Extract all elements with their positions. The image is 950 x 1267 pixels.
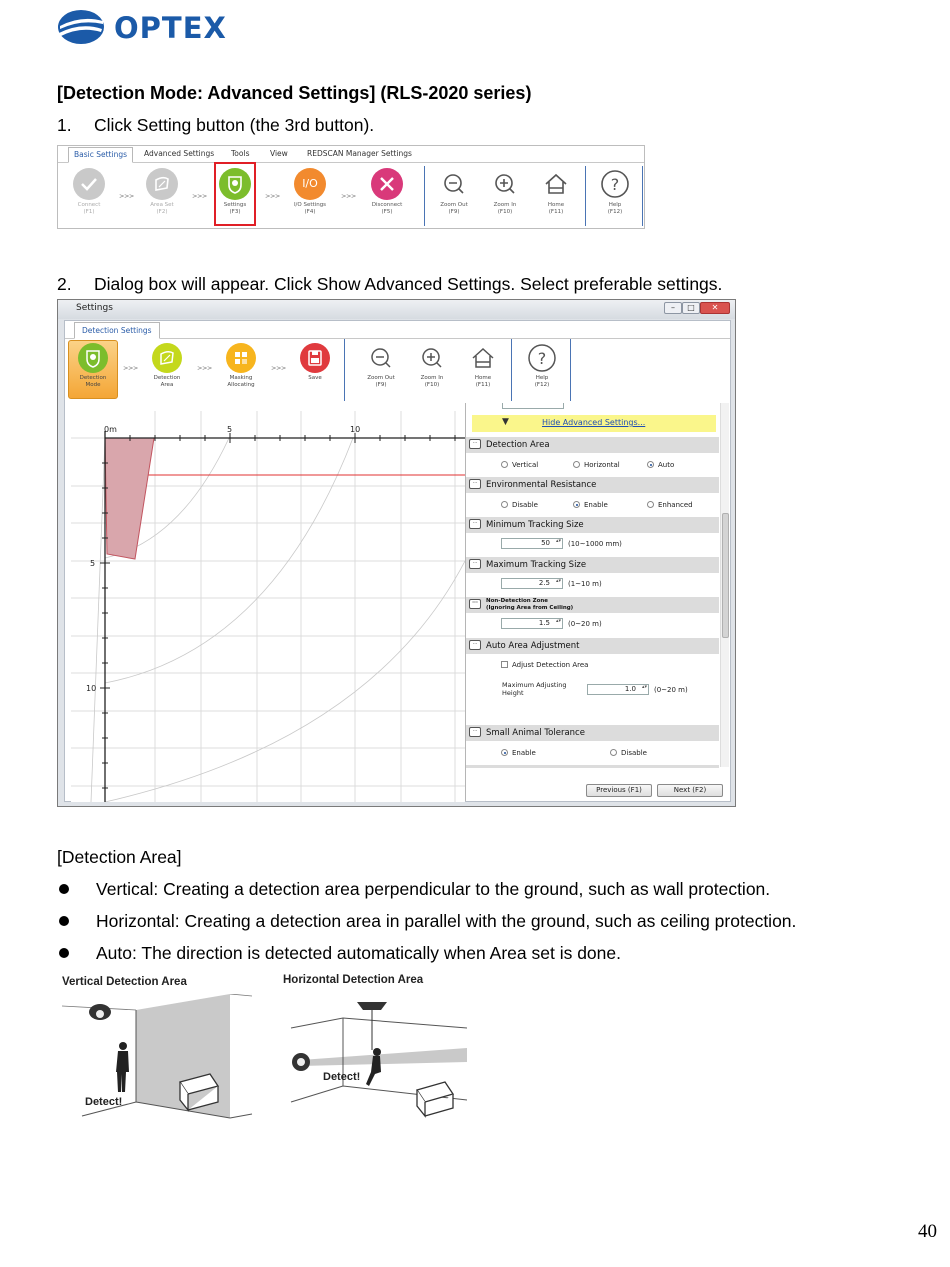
camera-icon <box>89 1004 111 1020</box>
dialog-home-button[interactable] <box>458 343 508 389</box>
step-1-text: Click Setting button (the 3rd button). <box>94 115 375 135</box>
home-icon <box>540 168 572 200</box>
person-figure <box>116 1042 129 1092</box>
step-2-text: Dialog box will appear. Click Show Advanced Settings. Select preferable settings. <box>94 274 723 294</box>
speech-bubble-icon: ··· <box>469 439 481 449</box>
non-detection-subtitle: (Ignoring Area from Ceiling) <box>486 604 574 611</box>
scrollbar-thumb[interactable] <box>722 513 729 638</box>
toolbar-separator <box>585 166 586 226</box>
y-tick-5: 5 <box>90 559 96 568</box>
collapse-arrow-icon: ▼ <box>502 417 509 427</box>
radio-horizontal-label: Horizontal <box>584 461 620 469</box>
radio-disable-label: Disable <box>512 501 538 509</box>
non-detection-range: (0~20 m) <box>568 620 602 628</box>
detection-mode-button[interactable] <box>68 343 118 389</box>
x-tick-5: 5 <box>227 425 233 434</box>
detection-area-title: [Detection Area] <box>57 847 182 867</box>
non-detection-title: Non-Detection Zone <box>486 598 549 604</box>
adjust-detection-area-label: Adjust Detection Area <box>512 661 589 669</box>
vertical-illustration-title: Vertical Detection Area <box>62 976 187 988</box>
disconnect-button[interactable] <box>362 168 412 216</box>
tab-basic-settings[interactable]: Basic Settings <box>68 147 133 163</box>
radio-animal-disable-label: Disable <box>621 749 647 757</box>
radio-disable[interactable] <box>501 501 538 509</box>
max-tracking-range: (1~10 m) <box>568 580 602 588</box>
radio-animal-enable-label: Enable <box>512 749 536 757</box>
radio-animal-enable[interactable] <box>501 749 536 757</box>
radio-enable[interactable] <box>573 501 608 509</box>
logo-text: OPTEX <box>114 11 227 45</box>
toolbar-separator <box>642 166 643 226</box>
step-arrow: >>> <box>197 364 212 372</box>
vertical-detection-illustration <box>62 976 187 1108</box>
zoom-in-button[interactable] <box>480 168 530 216</box>
save-button[interactable] <box>290 343 340 382</box>
radio-auto-label: Auto <box>658 461 675 469</box>
speech-bubble-icon: ··· <box>469 519 481 529</box>
min-tracking-input[interactable]: 50 ▴▾ <box>501 538 563 549</box>
io-settings-label: I/O Settings (F4) <box>293 202 327 215</box>
treasure-chest-icon <box>417 1082 453 1116</box>
disconnect-icon <box>371 168 403 200</box>
settings-dialog <box>57 299 736 807</box>
radio-enable-label: Enable <box>584 501 608 509</box>
max-adjusting-height-label <box>502 681 566 697</box>
zoom-in-icon <box>417 343 447 373</box>
step-arrow: >>> <box>265 192 280 200</box>
area-set-icon <box>146 168 178 200</box>
y-tick-10: 10 <box>86 684 97 693</box>
non-detection-section-header <box>466 597 719 613</box>
clipped-field <box>502 403 564 409</box>
bullet-vertical <box>57 879 770 900</box>
detection-area-plot[interactable] <box>71 411 465 802</box>
panel-scrollbar[interactable] <box>720 403 729 767</box>
dialog-home-label: Home (F11) <box>474 375 492 388</box>
detection-area-icon <box>152 343 182 373</box>
max-adjusting-label-line1: Maximum Adjusting <box>502 681 567 689</box>
highlight-box <box>214 162 256 226</box>
step-arrow: >>> <box>271 364 286 372</box>
zoom-in-label: Zoom In (F10) <box>493 202 517 215</box>
detection-area-title: Detection Area <box>486 440 550 450</box>
dialog-zoom-in-label: Zoom In (F10) <box>420 375 444 388</box>
dialog-zoom-out-label: Zoom Out (F9) <box>367 375 395 388</box>
tab-view[interactable]: View <box>270 149 288 158</box>
speech-bubble-icon: ··· <box>469 599 481 609</box>
zoom-out-icon <box>438 168 470 200</box>
dialog-zoom-in-button[interactable] <box>407 343 457 389</box>
wall-sensor-icon <box>292 1053 310 1071</box>
save-label: Save <box>308 375 322 381</box>
step-1 <box>57 115 374 136</box>
radio-enhanced[interactable] <box>647 501 693 509</box>
advanced-settings-panel <box>465 403 720 801</box>
radio-auto[interactable] <box>647 461 674 469</box>
bullet-dot <box>59 916 69 926</box>
step-arrow: >>> <box>341 192 356 200</box>
io-icon <box>294 168 326 200</box>
next-section-edge <box>466 765 719 768</box>
tab-detection-settings[interactable]: Detection Settings <box>74 322 160 339</box>
toolbar-separator <box>511 339 512 401</box>
hide-advanced-settings-link[interactable]: Hide Advanced Settings... <box>542 418 646 427</box>
step-2-number: 2. <box>57 274 72 294</box>
detection-area-label: Detection Area <box>153 375 181 388</box>
max-adjusting-height-input[interactable]: 1.0 ▴▾ <box>587 684 649 695</box>
detection-mode-label: Detection Mode <box>79 375 107 388</box>
bullet-horizontal <box>57 911 796 932</box>
dialog-zoom-out-button[interactable] <box>356 343 406 389</box>
env-resistance-title: Environmental Resistance <box>486 480 597 490</box>
io-settings-button[interactable] <box>285 168 335 216</box>
toolbar-separator <box>424 166 425 226</box>
auto-area-title: Auto Area Adjustment <box>486 641 580 651</box>
climbing-person-figure <box>366 1048 381 1086</box>
home-label: Home (F11) <box>547 202 565 215</box>
step-2 <box>57 274 722 295</box>
auto-area-section-header <box>466 638 719 654</box>
masking-icon <box>226 343 256 373</box>
env-resistance-section-header <box>466 477 719 493</box>
ribbon-toolbar-screenshot <box>57 145 645 229</box>
settings-label: Settings (F3) <box>223 202 247 215</box>
step-1-number: 1. <box>57 115 72 135</box>
adjust-detection-area-checkbox[interactable] <box>501 661 588 669</box>
svg-text:?: ? <box>537 349 547 368</box>
non-detection-input[interactable]: 1.5 ▴▾ <box>501 618 563 629</box>
step-arrow: >>> <box>119 192 134 200</box>
max-adjusting-range: (0~20 m) <box>654 686 688 694</box>
connect-label: Connect (F1) <box>77 202 101 215</box>
previous-button[interactable]: Previous (F1) <box>586 784 652 797</box>
vertical-detect-caption: Detect! <box>85 1096 123 1108</box>
home-button[interactable] <box>531 168 581 216</box>
zoom-in-icon <box>489 168 521 200</box>
bullet-auto-text: Auto: The direction is detected automatically when Area set is done. <box>96 943 621 963</box>
zoom-out-button[interactable] <box>429 168 479 216</box>
toolbar-separator <box>344 339 345 401</box>
bullet-vertical-text: Vertical: Creating a detection area perpendicular to the ground, such as wall protection. <box>96 879 771 899</box>
page-number: 40 <box>918 1221 937 1242</box>
horizontal-detect-caption: Detect! <box>323 1071 361 1083</box>
bullet-auto <box>57 943 621 964</box>
step-arrow: >>> <box>192 192 207 200</box>
optex-logo <box>57 9 237 45</box>
masking-allocating-label: Masking Allocating <box>227 375 255 388</box>
dialog-help-button[interactable] <box>517 343 567 389</box>
toolbar-separator <box>570 339 571 401</box>
detection-mode-icon <box>78 343 108 373</box>
masking-allocating-button[interactable] <box>216 343 266 389</box>
minimize-button[interactable]: – <box>664 302 682 314</box>
svg-text:?: ? <box>610 175 620 194</box>
help-button[interactable] <box>590 168 640 216</box>
bullet-dot <box>59 948 69 958</box>
maximize-button[interactable]: □ <box>682 302 700 314</box>
horizontal-detection-illustration <box>283 974 424 1083</box>
tab-tools[interactable]: Tools <box>231 149 250 158</box>
small-animal-title: Small Animal Tolerance <box>486 728 585 738</box>
radio-vertical-label: Vertical <box>512 461 539 469</box>
detection-area-section-header <box>466 437 719 453</box>
speech-bubble-icon: ··· <box>469 640 481 650</box>
radio-enhanced-label: Enhanced <box>658 501 693 509</box>
min-tracking-title: Minimum Tracking Size <box>486 520 584 530</box>
bullet-horizontal-text: Horizontal: Creating a detection area in parallel with the ground, such as ceiling protection. <box>96 911 797 931</box>
radio-animal-disable[interactable] <box>610 749 647 757</box>
bullet-dot <box>59 884 69 894</box>
tab-advanced-settings[interactable]: Advanced Settings <box>144 149 215 158</box>
help-label: Help (F12) <box>607 202 623 215</box>
horizontal-illustration-title: Horizontal Detection Area <box>283 974 424 986</box>
next-button[interactable]: Next (F2) <box>657 784 723 797</box>
x-tick-0m: 0m <box>104 425 117 434</box>
area-set-label: Area Set (F2) <box>150 202 174 215</box>
max-adjusting-label-line2: Height <box>502 689 524 697</box>
step-arrow: >>> <box>123 364 138 372</box>
io-glyph: I/O <box>302 177 318 190</box>
help-icon <box>599 168 631 200</box>
hide-advanced-bar[interactable] <box>472 415 716 432</box>
detection-area-button[interactable] <box>142 343 192 389</box>
section-heading: [Detection Mode: Advanced Settings] (RLS-2020 series) <box>57 83 532 103</box>
ribbon-tabs <box>58 146 644 163</box>
x-tick-10: 10 <box>350 425 361 434</box>
small-animal-section-header <box>466 725 719 741</box>
min-tracking-section-header <box>466 517 719 533</box>
max-tracking-section-header <box>466 557 719 573</box>
disconnect-label: Disconnect (F5) <box>371 202 403 215</box>
home-icon <box>468 343 498 373</box>
horizontal-room-drawing <box>283 994 467 1129</box>
area-set-button[interactable] <box>137 168 187 216</box>
speech-bubble-icon: ··· <box>469 479 481 489</box>
save-icon <box>300 343 330 373</box>
dialog-title: Settings <box>76 303 113 313</box>
checkmark-icon <box>73 168 105 200</box>
connect-button[interactable] <box>64 168 114 216</box>
speech-bubble-icon: ··· <box>469 559 481 569</box>
min-tracking-range: (10~1000 mm) <box>568 540 622 548</box>
dialog-body <box>64 320 731 802</box>
radio-vertical[interactable] <box>501 461 538 469</box>
dialog-help-label: Help (F12) <box>534 375 550 388</box>
dialog-titlebar <box>58 300 735 319</box>
tab-divider <box>65 338 730 339</box>
help-icon <box>527 343 557 373</box>
speech-bubble-icon: ··· <box>469 727 481 737</box>
zoom-out-label: Zoom Out (F9) <box>440 202 468 215</box>
max-tracking-input[interactable]: 2.5 ▴▾ <box>501 578 563 589</box>
zoom-out-icon <box>366 343 396 373</box>
radio-horizontal[interactable] <box>573 461 620 469</box>
plot-canvas <box>71 411 465 802</box>
max-tracking-title: Maximum Tracking Size <box>486 560 587 570</box>
tab-redscan-manager-settings[interactable]: REDSCAN Manager Settings <box>307 149 412 158</box>
close-button[interactable]: ✕ <box>700 302 730 314</box>
vertical-room-drawing <box>62 994 262 1139</box>
